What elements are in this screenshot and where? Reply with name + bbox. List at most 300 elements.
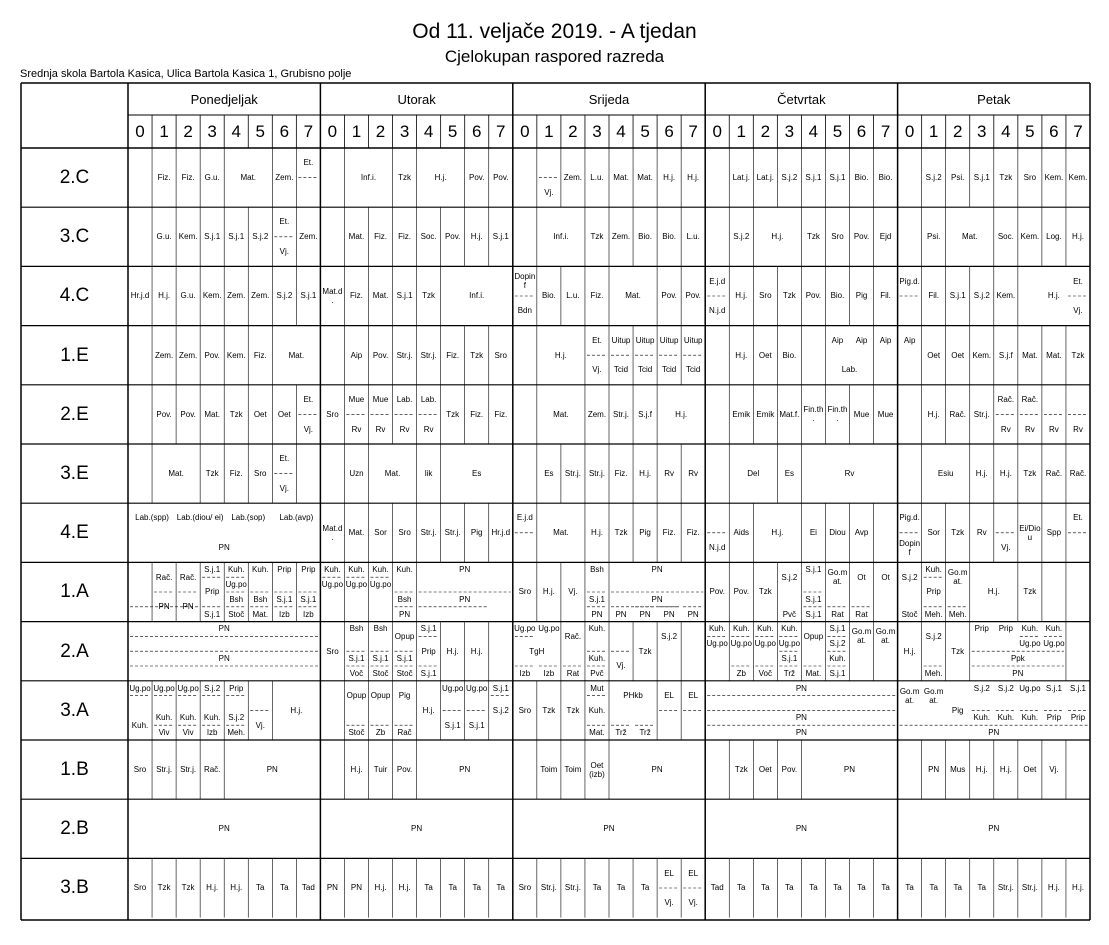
lesson-cell: Ug.po xyxy=(1019,639,1041,649)
lesson-cell: S.j.1 xyxy=(420,668,437,678)
lesson-cell: Str.j. xyxy=(1021,883,1038,893)
lesson-cell: Vj. xyxy=(1073,306,1083,316)
lesson-cell: Rv xyxy=(1024,424,1035,434)
lesson-cell: Rač. xyxy=(1021,395,1039,405)
lesson-cell: Oet (izb) xyxy=(589,760,605,779)
lesson-cell: lik xyxy=(424,469,433,479)
lesson-cell: Ug.po xyxy=(321,580,344,590)
lesson-cell: Ug.po xyxy=(538,624,560,634)
lesson-cell: Sro xyxy=(398,528,411,538)
lesson-cell: Uitup xyxy=(683,335,703,345)
lesson-cell: Oet xyxy=(758,765,772,775)
lesson-cell: H.j. xyxy=(470,646,483,656)
lesson-cell: Ei xyxy=(809,528,817,538)
lesson-cell: Ug.po xyxy=(225,580,247,590)
lesson-cell: H.j. xyxy=(398,883,411,893)
period-header: 7 xyxy=(496,122,506,141)
lesson-cell: Ug.po xyxy=(466,683,488,693)
lesson-cell: S.j.1 xyxy=(781,654,798,664)
period-header: 6 xyxy=(1049,122,1059,141)
period-header: 2 xyxy=(568,122,578,141)
lesson-cell: Izb xyxy=(543,668,555,678)
period-header: 2 xyxy=(183,122,193,141)
lesson-cell: Mat. xyxy=(637,173,653,183)
lesson-cell: Tzk xyxy=(1023,469,1037,479)
period-header: 1 xyxy=(544,122,554,141)
lesson-cell: Bio. xyxy=(854,173,869,183)
lesson-cell: Mat. xyxy=(961,232,978,242)
lesson-cell: Voč xyxy=(758,668,772,678)
lesson-cell: Inf.i. xyxy=(469,291,485,301)
lesson-cell: Tzk xyxy=(758,587,772,597)
lesson-cell: Ug.po xyxy=(153,683,175,693)
lesson-cell: Ta xyxy=(929,883,938,893)
period-header: 4 xyxy=(423,122,434,141)
timetable-subtitle: Cjelokupan raspored razreda xyxy=(444,47,665,66)
timetable-title: Od 11. veljače 2019. - A tjedan xyxy=(412,20,697,43)
lesson-cell: Tzk xyxy=(590,232,604,242)
lesson-cell: Str.j. xyxy=(613,409,630,419)
lesson-cell: Rv xyxy=(423,424,434,434)
lesson-cell: Aip xyxy=(879,335,892,345)
lesson-cell: Kem. xyxy=(226,350,246,360)
period-header: 2 xyxy=(952,122,963,141)
lesson-cell: Aip xyxy=(903,335,916,345)
lesson-cell: Vj. xyxy=(592,365,602,375)
lesson-cell: Ug.po xyxy=(345,580,368,590)
lesson-cell: Uitup xyxy=(635,335,655,345)
lesson-cell: Viv xyxy=(182,728,194,738)
lesson-cell: Ug.po xyxy=(1043,639,1065,649)
lesson-cell: Soc. xyxy=(420,232,437,242)
lesson-cell: Fiz. xyxy=(470,409,484,419)
lesson-cell: Sor xyxy=(927,528,940,538)
lesson-cell: H.j. xyxy=(422,705,435,715)
lesson-cell: Prip xyxy=(1046,713,1062,723)
lesson-cell: Dopin f xyxy=(899,538,921,557)
lesson-cell: Bsh xyxy=(253,594,268,604)
lesson-cell: Kuh. xyxy=(179,713,197,723)
lesson-cell: Vj. xyxy=(568,587,578,597)
lesson-cell: PN xyxy=(1012,668,1024,678)
lesson-cell: S.j.1 xyxy=(204,609,221,619)
lesson-cell: H.j. xyxy=(1071,883,1084,893)
lesson-cell: Tcid xyxy=(662,365,677,375)
lesson-cell: Mue xyxy=(877,409,894,419)
lesson-cell: PN xyxy=(988,824,1000,834)
lesson-cell: S.j.1 xyxy=(444,720,461,730)
lesson-cell: Mat. xyxy=(1046,350,1062,360)
lesson-cell: H.j. xyxy=(687,173,700,183)
lesson-cell: Ta xyxy=(857,883,866,893)
lesson-cell: Mue xyxy=(372,395,389,405)
lesson-cell: Zb xyxy=(375,728,386,738)
period-header: 6 xyxy=(856,122,867,141)
lesson-cell: PN xyxy=(266,765,278,775)
lesson-cell: Prip xyxy=(277,565,292,575)
lesson-cell: Aip xyxy=(350,350,363,360)
lesson-cell: S.j.f xyxy=(638,409,652,419)
lesson-cell: Kem. xyxy=(178,232,198,242)
lesson-cell: Ta xyxy=(761,883,770,893)
lesson-cell: S.j.1 xyxy=(396,654,413,664)
lesson-cell: H.j. xyxy=(350,765,363,775)
lesson-cell: Rač. xyxy=(203,765,221,775)
lesson-cell: Mut xyxy=(590,683,604,693)
lesson-cell: Kem. xyxy=(996,291,1016,301)
lesson-cell: Mat. xyxy=(372,291,389,301)
lesson-cell: Fin.th . xyxy=(827,405,848,424)
lesson-cell: Kem. xyxy=(972,350,992,360)
lesson-cell: Vj. xyxy=(616,661,626,671)
lesson-cell: Prip xyxy=(301,565,316,575)
period-header: 3 xyxy=(977,122,987,141)
lesson-cell: PN xyxy=(651,765,663,775)
lesson-cell: Str.j. xyxy=(420,350,437,360)
lesson-cell: Kuh. xyxy=(203,713,221,723)
lesson-cell: Log. xyxy=(1046,232,1062,242)
lesson-cell: Pov. xyxy=(733,587,749,597)
lesson-cell: S.j.1 xyxy=(300,291,317,301)
lesson-cell: Kuh. xyxy=(131,720,149,730)
lesson-cell: S.j.1 xyxy=(1069,683,1086,693)
lesson-cell: Bsh xyxy=(590,565,604,575)
lesson-cell: Lab.(diou/ ei) xyxy=(176,513,224,523)
lesson-cell: Kuh. xyxy=(829,654,846,664)
lesson-cell: Ta xyxy=(977,883,986,893)
lesson-cell: Et. xyxy=(303,395,314,405)
lesson-cell: H.j. xyxy=(639,469,652,479)
lesson-cell: S.j.1 xyxy=(805,594,822,604)
lesson-cell: Ta xyxy=(809,883,818,893)
lesson-cell: S.j.1 xyxy=(348,654,365,664)
lesson-cell: Opup xyxy=(370,691,391,701)
lesson-cell: Mat. xyxy=(613,173,629,183)
lesson-cell: Ta xyxy=(592,883,602,893)
lesson-cell: S.j.1 xyxy=(805,173,822,183)
lesson-cell: Kuh. xyxy=(155,713,173,723)
lesson-cell: N.j.d xyxy=(708,306,726,316)
lesson-cell: S.j.2 xyxy=(973,683,990,693)
lesson-cell: PN xyxy=(651,565,663,575)
lesson-cell: Bio. xyxy=(782,350,797,360)
lesson-cell: Ug.po xyxy=(706,639,728,649)
lesson-cell: Ug.po xyxy=(778,639,801,649)
lesson-cell: PN xyxy=(350,883,363,893)
day-header: Utorak xyxy=(397,91,436,107)
lesson-cell: Bsh xyxy=(397,594,412,604)
lesson-cell: PN xyxy=(218,624,230,634)
lesson-cell: Mat. xyxy=(625,291,641,301)
lesson-cell: Pov. xyxy=(180,409,196,419)
lesson-cell: Mus xyxy=(950,765,966,775)
lesson-cell: Prip xyxy=(421,646,436,656)
lesson-cell: Fiz. xyxy=(229,469,243,479)
lesson-cell: Ei/Dio u xyxy=(1019,523,1041,542)
period-header: 4 xyxy=(231,122,241,141)
lesson-cell: Go.m at. xyxy=(827,568,848,587)
lesson-cell: Rv xyxy=(1049,424,1059,434)
lesson-cell: Zem. xyxy=(587,409,607,419)
lesson-cell: Spp xyxy=(1046,528,1062,538)
period-header: 7 xyxy=(688,122,698,141)
period-header: 3 xyxy=(207,122,217,141)
lesson-cell: Rv xyxy=(844,469,855,479)
lesson-cell: EL xyxy=(664,691,675,701)
lesson-cell: H.j. xyxy=(1047,291,1060,301)
lesson-cell: Ta xyxy=(448,883,457,893)
lesson-cell: Ta xyxy=(280,883,289,893)
lesson-cell: Mat. xyxy=(288,350,305,360)
lesson-cell: H.j. xyxy=(975,469,988,479)
lesson-cell: PN xyxy=(459,565,471,575)
lesson-cell: EL xyxy=(688,868,699,878)
lesson-cell: L.u. xyxy=(566,291,580,301)
lesson-cell: Soc. xyxy=(997,232,1014,242)
lesson-cell: Ejd xyxy=(879,232,892,242)
lesson-cell: Tzk xyxy=(999,173,1013,183)
lesson-cell: Vj. xyxy=(279,247,289,257)
lesson-cell: PN xyxy=(615,609,627,619)
lesson-cell: H.j. xyxy=(230,883,243,893)
lesson-cell: Str.j. xyxy=(997,883,1014,893)
period-header: 5 xyxy=(447,122,458,141)
lesson-cell: Stoč xyxy=(901,609,918,619)
lesson-cell: Izb xyxy=(303,609,314,619)
lesson-cell: Uitup xyxy=(611,335,631,345)
period-header: 4 xyxy=(808,122,819,141)
lesson-cell: Tzk xyxy=(229,409,243,419)
lesson-cell: Str.j. xyxy=(973,409,990,419)
period-header: 5 xyxy=(1025,122,1035,141)
lesson-cell: Es xyxy=(472,469,482,479)
lesson-cell: Kuh. xyxy=(324,565,341,575)
lesson-cell: S.j.1 xyxy=(949,291,966,301)
lesson-cell: Mat.d . xyxy=(322,523,343,542)
lesson-cell: Kem. xyxy=(1020,232,1040,242)
lesson-cell: Tzk xyxy=(157,883,171,893)
lesson-cell: PN xyxy=(399,609,411,619)
lesson-cell: Mat.d . xyxy=(322,286,343,305)
lesson-cell: Kuh. xyxy=(1021,713,1039,723)
lesson-cell: Lab. xyxy=(420,395,437,405)
lesson-cell: Stoč xyxy=(372,668,389,678)
lesson-cell: Tcid xyxy=(686,365,701,375)
lesson-cell: Rv xyxy=(976,528,987,538)
lesson-cell: Mat. xyxy=(553,528,569,538)
lesson-cell: Pov. xyxy=(781,765,798,775)
lesson-cell: Vj. xyxy=(303,424,314,434)
lesson-cell: Bio. xyxy=(830,291,845,301)
lesson-cell: S.j.1 xyxy=(829,624,846,634)
lesson-cell: H.j. xyxy=(542,587,555,597)
period-header: 4 xyxy=(1001,122,1011,141)
lesson-cell: Et. xyxy=(279,454,290,464)
lesson-cell: Avp xyxy=(854,528,869,538)
lesson-cell: S.j.1 xyxy=(973,173,990,183)
lesson-cell: Stoč xyxy=(396,668,413,678)
lesson-cell: E.j.d xyxy=(516,513,533,523)
lesson-cell: Mat.f. xyxy=(779,409,800,419)
period-header: 1 xyxy=(928,122,939,141)
lesson-cell: Rač. xyxy=(155,572,173,582)
class-label: 1.A xyxy=(60,581,89,603)
lesson-cell: Vj. xyxy=(255,720,265,730)
lesson-cell: Ta xyxy=(640,883,650,893)
lesson-cell: Et. xyxy=(1073,513,1083,523)
lesson-cell: Prip xyxy=(974,624,989,634)
lesson-cell: Prip xyxy=(926,587,941,597)
lesson-cell: N.j.d xyxy=(708,543,726,553)
lesson-cell: Zem. xyxy=(251,291,270,301)
lesson-cell: Izb xyxy=(519,668,531,678)
lesson-cell: H.j. xyxy=(158,291,171,301)
lesson-cell: H.j. xyxy=(903,646,916,656)
lesson-cell: Rv xyxy=(375,424,386,434)
lesson-cell: Rač. xyxy=(997,395,1015,405)
lesson-cell: Diou xyxy=(829,528,846,538)
period-header: 2 xyxy=(760,122,771,141)
lesson-cell: Kuh. xyxy=(997,713,1015,723)
lesson-cell: Tzk xyxy=(205,469,219,479)
lesson-cell: S.j.1 xyxy=(805,609,822,619)
lesson-cell: Zem. xyxy=(179,350,198,360)
lesson-cell: Emik xyxy=(756,409,775,419)
lesson-cell: Prip xyxy=(998,624,1013,634)
lesson-cell: Pvč xyxy=(782,609,797,619)
lesson-cell: Zem. xyxy=(611,232,631,242)
lesson-cell: Kuh. xyxy=(372,565,389,575)
class-label: 2.B xyxy=(60,818,89,840)
lesson-cell: PN xyxy=(663,609,675,619)
lesson-cell: Kuh. xyxy=(588,624,606,634)
lesson-cell: Tzk xyxy=(422,291,436,301)
lesson-cell: S.j.1 xyxy=(420,624,437,634)
lesson-cell: Tzk xyxy=(470,350,484,360)
lesson-cell: Fiz. xyxy=(662,528,676,538)
period-header: 5 xyxy=(640,122,650,141)
lesson-cell: Zem. xyxy=(563,173,583,183)
lesson-cell: Vj. xyxy=(664,898,674,908)
day-header: Četvrtak xyxy=(777,91,826,107)
lesson-cell: Pvč xyxy=(590,668,604,678)
lesson-cell: Ot xyxy=(857,572,866,582)
lesson-cell: S.j.2 xyxy=(901,572,918,582)
lesson-cell: Kuh. xyxy=(348,565,365,575)
lesson-cell: Opup xyxy=(346,691,367,701)
lesson-cell: Oet xyxy=(951,350,965,360)
lesson-cell: Bdn xyxy=(517,306,532,316)
lesson-cell: Str.j. xyxy=(180,765,197,775)
lesson-cell: PN xyxy=(988,728,1000,738)
lesson-cell: Sro xyxy=(133,883,147,893)
lesson-cell: Ta xyxy=(833,883,842,893)
lesson-cell: Rat xyxy=(566,668,580,678)
lesson-cell: Mat. xyxy=(204,409,220,419)
lesson-cell: Go.m at. xyxy=(947,568,968,587)
lesson-cell: Kuh. xyxy=(396,565,413,575)
lesson-cell: Go.m at. xyxy=(899,686,920,705)
lesson-cell: Pig xyxy=(855,291,868,301)
lesson-cell: PN xyxy=(603,824,615,834)
lesson-cell: H.j. xyxy=(1047,883,1060,893)
lesson-cell: Tzk xyxy=(638,646,652,656)
lesson-cell: Ta xyxy=(424,883,433,893)
period-header: 6 xyxy=(664,122,674,141)
lesson-cell: Oet xyxy=(1023,765,1037,775)
lesson-cell: Rv xyxy=(664,469,674,479)
lesson-cell: S.j.2 xyxy=(276,291,293,301)
lesson-cell: PN xyxy=(591,609,603,619)
lesson-cell: H.j. xyxy=(999,469,1012,479)
period-header: 6 xyxy=(471,122,482,141)
lesson-cell: Tzk xyxy=(806,232,820,242)
lesson-cell: Pig.d. xyxy=(899,276,920,286)
lesson-cell: Fiz. xyxy=(157,173,171,183)
lesson-cell: Sro xyxy=(133,765,147,775)
lesson-cell: Tzk xyxy=(1023,587,1037,597)
lesson-cell: Mat. xyxy=(348,528,365,538)
lesson-cell: Et. xyxy=(592,335,602,345)
lesson-cell: Kuh. xyxy=(252,565,269,575)
lesson-cell: Rv xyxy=(1073,424,1083,434)
lesson-cell: Lat.j. xyxy=(756,173,774,183)
lesson-cell: Toim xyxy=(540,765,558,775)
lesson-cell: Rač. xyxy=(1069,469,1087,479)
lesson-cell: S.j.2 xyxy=(997,683,1014,693)
lesson-cell: Oet xyxy=(253,409,267,419)
lesson-cell: Pov. xyxy=(396,765,413,775)
lesson-cell: Oet xyxy=(927,350,941,360)
lesson-cell: Fiz. xyxy=(494,409,508,419)
lesson-cell: Et. xyxy=(1073,276,1083,286)
lesson-cell: Go.m at. xyxy=(851,627,872,646)
period-header: 0 xyxy=(520,122,530,141)
period-header: 0 xyxy=(327,122,338,141)
lesson-cell: Ug.po xyxy=(177,683,199,693)
lesson-cell: S.j.1 xyxy=(805,565,822,575)
lesson-cell: Tzk xyxy=(446,409,460,419)
lesson-cell: Ug.po xyxy=(754,639,776,649)
lesson-cell: Et. xyxy=(303,158,314,168)
lesson-cell: PN xyxy=(411,824,423,834)
lesson-cell: S.j.2 xyxy=(733,232,750,242)
lesson-cell: Lab.(spp) xyxy=(135,513,169,523)
lesson-cell: Ug.po xyxy=(369,580,392,590)
class-label: 3.E xyxy=(60,463,89,485)
lesson-cell: Lab.(avp) xyxy=(279,513,314,523)
lesson-cell: Et. xyxy=(279,217,290,227)
class-label: 2.A xyxy=(60,640,89,662)
lesson-cell: Psi. xyxy=(951,173,965,183)
lesson-cell: Tzk xyxy=(951,528,965,538)
lesson-cell: H.j. xyxy=(446,646,459,656)
lesson-cell: S.j.1 xyxy=(300,594,317,604)
lesson-cell: H.j. xyxy=(470,232,483,242)
period-header: 2 xyxy=(375,122,386,141)
lesson-cell: Viv xyxy=(158,728,170,738)
lesson-cell: Sro xyxy=(759,291,772,301)
lesson-cell: Rač xyxy=(397,728,412,738)
lesson-cell: Kuh. xyxy=(227,565,245,575)
lesson-cell: Ta xyxy=(496,883,505,893)
lesson-cell: Go.m at. xyxy=(875,627,896,646)
lesson-cell: Rv xyxy=(688,469,699,479)
lesson-cell: Es xyxy=(544,469,554,479)
lesson-cell: Psi. xyxy=(926,232,941,242)
lesson-cell: S.j.1 xyxy=(228,232,245,242)
lesson-cell: Bsh xyxy=(229,594,244,604)
